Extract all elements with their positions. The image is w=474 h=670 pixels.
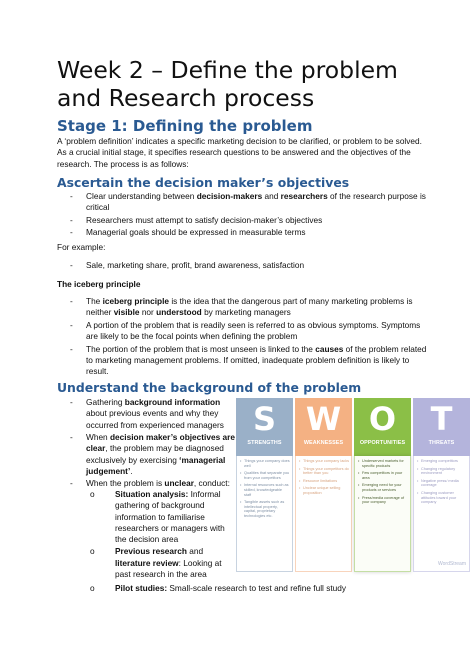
swot-graphic bbox=[236, 398, 472, 572]
list-item: - Researchers must attempt to satisfy decision-maker’s objectives bbox=[57, 215, 427, 226]
list-item: • Things your competitors do better than you bbox=[298, 467, 349, 476]
background-heading: Understand the background of the problem bbox=[57, 380, 362, 395]
swot-opportunities bbox=[354, 398, 411, 572]
list-item: • Internal resources such as skilled, knowledgeable staff bbox=[239, 483, 290, 497]
example-label: For example: bbox=[57, 242, 106, 252]
list-item: - The portion of the problem that is most unseen is linked to the causes of the problem related to marketing management problems. If omitted, inadequate problem definition is likely to result. bbox=[57, 344, 427, 378]
list-item: • Things your company lacks bbox=[298, 459, 349, 464]
list-item: - When the problem is unclear, conduct: bbox=[57, 478, 235, 489]
list-item: - Managerial goals should be expressed in measurable terms bbox=[57, 227, 427, 238]
list-item: • Changing regulatory environment bbox=[416, 467, 467, 476]
list-item: - Gathering background information about previous events and why they occurred from experienced managers bbox=[57, 397, 235, 431]
list-item: - Clear understanding between decision-makers and researchers of the research purpose is critical bbox=[57, 191, 427, 214]
swot-letter: T bbox=[430, 400, 453, 438]
iceberg-list bbox=[57, 296, 427, 379]
list-item: • Emerging competitors bbox=[416, 459, 467, 464]
ascertain-heading: Ascertain the decision maker’s objectives bbox=[57, 175, 350, 190]
list-item: • Negative press/ media coverage bbox=[416, 479, 467, 488]
list-item: • Underserved markets for specific products bbox=[357, 459, 408, 468]
iceberg-heading: The iceberg principle bbox=[57, 279, 141, 289]
list-item: • Qualities that separate you from your competitors bbox=[239, 471, 290, 480]
ascertain-list bbox=[57, 191, 427, 240]
swot-label: WEAKNESSES bbox=[303, 440, 344, 446]
wordstream-logo: WordStream bbox=[438, 561, 466, 567]
stage1-paragraph: A ‘problem definition’ indicates a specific marketing decision to be clarified, or problem to be solved. As a crucial initial stage, it specifies research questions to be answered and the objectives of the research. The process is as follows: bbox=[57, 136, 422, 169]
example-list bbox=[57, 260, 427, 272]
list-item: - When decision maker’s objectives are clear, the problem may be diagnosed exclusively by exercising ‘managerial judgement’. bbox=[57, 432, 235, 477]
list-item: - A portion of the problem that is readily seen is referred to as obvious symptoms. Symptoms are likely to be the focal points when defining the problem bbox=[57, 320, 427, 343]
pilot-list bbox=[86, 583, 386, 594]
page-title: Week 2 – Define the problem and Research process bbox=[57, 56, 398, 112]
list-item: o Pilot studies: Small-scale research to test and refine full study bbox=[86, 583, 386, 594]
swot-label: OPPORTUNITIES bbox=[359, 440, 406, 446]
list-item: • Changing customer attitudes toward your company bbox=[416, 491, 467, 505]
list-item: • Unclear unique selling proposition bbox=[298, 486, 349, 495]
swot-letter: S bbox=[252, 400, 277, 438]
swot-letter: O bbox=[368, 400, 397, 438]
research-methods-list bbox=[86, 489, 236, 581]
list-item: • Press/media coverage of your company bbox=[357, 496, 408, 505]
list-item: o Previous research and literature review: Looking at past research in the area bbox=[86, 546, 236, 580]
background-list bbox=[57, 397, 235, 491]
list-item: • Few competitors in your area bbox=[357, 471, 408, 480]
list-item: - Sale, marketing share, profit, brand awareness, satisfaction bbox=[57, 260, 427, 271]
list-item: • Tangible assets such as intellectual property, capital, proprietary technologies etc. bbox=[239, 500, 290, 518]
list-item: • Emerging need for your products or services bbox=[357, 483, 408, 492]
stage1-heading: Stage 1: Defining the problem bbox=[57, 117, 313, 135]
list-item: o Situation analysis: Informal gathering of background information to familiarise researchers or managers with the decision area bbox=[86, 489, 236, 545]
swot-letter: W bbox=[305, 400, 342, 438]
swot-weaknesses bbox=[295, 398, 352, 572]
swot-label: STRENGTHS bbox=[247, 440, 282, 446]
list-item: - The iceberg principle is the idea that the dangerous part of many marketing problems is neither visible nor understood by marketing managers bbox=[57, 296, 427, 319]
swot-strengths bbox=[236, 398, 293, 572]
swot-label: THREATS bbox=[428, 440, 455, 446]
list-item: • Things your company does well bbox=[239, 459, 290, 468]
list-item: • Resource limitations bbox=[298, 479, 349, 484]
swot-threats bbox=[413, 398, 470, 572]
